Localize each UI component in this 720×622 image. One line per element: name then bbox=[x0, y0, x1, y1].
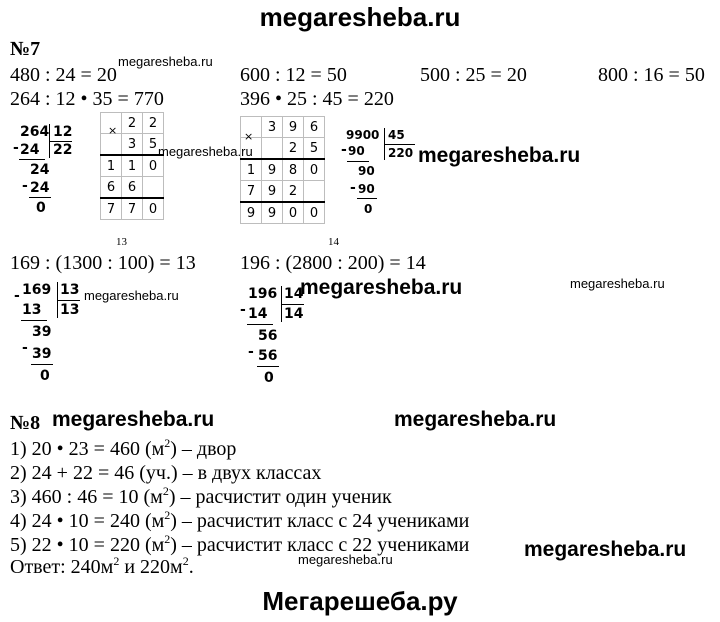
watermark: megaresheba.ru bbox=[300, 276, 463, 299]
grid-cell: 9 bbox=[283, 117, 304, 138]
grid-cell: 0 bbox=[304, 159, 325, 181]
subtract-line bbox=[21, 320, 47, 321]
solution-text: ) – двор bbox=[170, 438, 237, 460]
grid-cell: 2 bbox=[283, 138, 304, 160]
equation: 264 : 12 • 35 = 770 bbox=[10, 88, 164, 110]
multiply-sign: × bbox=[244, 130, 254, 143]
exponent: 2 bbox=[164, 436, 171, 450]
grid-cell: 1 bbox=[241, 159, 262, 181]
equation: 600 : 12 = 50 bbox=[240, 64, 347, 86]
subtrahend: 39 bbox=[32, 346, 52, 362]
minus-sign: - bbox=[248, 344, 254, 360]
subtrahend: 56 bbox=[258, 348, 278, 364]
remainder: 0 bbox=[364, 202, 373, 216]
minus-sign: - bbox=[13, 140, 19, 156]
watermark: megaresheba.ru bbox=[570, 276, 665, 291]
remainder: 0 bbox=[264, 370, 274, 386]
watermark: megaresheba.ru bbox=[118, 54, 213, 69]
watermark: megaresheba.ru bbox=[394, 408, 557, 431]
grid-cell: 6 bbox=[304, 117, 325, 138]
minus-sign: - bbox=[341, 142, 347, 158]
minus-sign: - bbox=[22, 340, 28, 356]
grid-cell: 9 bbox=[262, 202, 283, 224]
divisor: 14 bbox=[284, 286, 304, 302]
exponent: 2 bbox=[113, 554, 120, 568]
quotient: 220 bbox=[388, 146, 414, 160]
grid-cell: 5 bbox=[304, 138, 325, 160]
grid-cell: 2 bbox=[122, 113, 143, 134]
answer-text: Ответ: 240м bbox=[10, 556, 114, 578]
grid-cell: 3 bbox=[122, 134, 143, 156]
solution-line: 2) 24 + 22 = 46 (уч.) – в двух классах bbox=[10, 462, 322, 484]
solution-text: 5) 22 • 10 = 220 (м bbox=[10, 534, 165, 556]
watermark: megaresheba.ru bbox=[418, 144, 581, 167]
grid-cell: 1 bbox=[122, 155, 143, 177]
solution-text: 1) 20 • 23 = 460 (м bbox=[10, 438, 165, 460]
exponent: 2 bbox=[164, 508, 171, 522]
subtrahend: 90 bbox=[358, 182, 375, 196]
intermediate-result: 14 bbox=[328, 236, 339, 248]
minus-sign: - bbox=[350, 180, 356, 196]
grid-cell: 3 bbox=[262, 117, 283, 138]
quotient: 13 bbox=[60, 302, 80, 318]
watermark: megaresheba.ru bbox=[52, 408, 215, 431]
solution-text: ) – расчистит класс с 24 учениками bbox=[170, 510, 470, 532]
grid-cell: 7 bbox=[122, 198, 143, 220]
subtract-line bbox=[357, 198, 377, 199]
grid-cell: 0 bbox=[283, 202, 304, 224]
remainder-step: 56 bbox=[258, 328, 278, 344]
minus-sign: - bbox=[240, 302, 246, 318]
solution-text: 3) 460 : 46 = 10 (м bbox=[10, 486, 163, 508]
equation: 196 : (2800 : 200) = 14 bbox=[240, 252, 426, 274]
subtract-line bbox=[347, 161, 369, 162]
subtract-line bbox=[29, 197, 51, 198]
equation: 169 : (1300 : 100) = 13 bbox=[10, 252, 196, 274]
equation: 800 : 16 = 50 bbox=[598, 64, 705, 86]
grid-cell: 2 bbox=[143, 113, 164, 134]
answer-text: . bbox=[188, 556, 194, 578]
exponent: 2 bbox=[164, 532, 171, 546]
site-footer: Мегарешеба.ру bbox=[262, 586, 458, 616]
solution-line bbox=[10, 510, 469, 533]
grid-cell: 0 bbox=[143, 155, 164, 177]
remainder-step: 24 bbox=[30, 162, 50, 178]
solution-line bbox=[10, 486, 392, 509]
task8-number: №8 bbox=[10, 412, 41, 434]
grid-cell: 6 bbox=[101, 177, 122, 199]
subtrahend: 14 bbox=[248, 306, 268, 322]
divisor: 12 bbox=[53, 124, 73, 140]
grid-cell: 7 bbox=[241, 181, 262, 203]
grid-cell: 6 bbox=[122, 177, 143, 199]
dividend: 169 bbox=[22, 282, 52, 298]
grid-cell: 2 bbox=[283, 181, 304, 203]
answer-text: и 220м bbox=[119, 556, 183, 578]
divisor: 45 bbox=[388, 128, 405, 142]
subtrahend: 24 bbox=[20, 142, 40, 158]
solution-line bbox=[10, 534, 469, 557]
minus-sign: - bbox=[22, 178, 28, 194]
solution-line bbox=[10, 438, 236, 461]
divisor-line bbox=[282, 304, 304, 305]
grid-cell: 9 bbox=[262, 181, 283, 203]
quotient: 14 bbox=[284, 306, 304, 322]
solution-text: ) – расчистит один ученик bbox=[168, 486, 392, 508]
solution-text: 4) 24 • 10 = 240 (м bbox=[10, 510, 165, 532]
grid-cell bbox=[143, 177, 164, 199]
subtrahend: 13 bbox=[22, 302, 42, 318]
grid-cell: 1 bbox=[101, 155, 122, 177]
divisor: 13 bbox=[60, 282, 80, 298]
dividend: 264 bbox=[20, 124, 50, 140]
grid-cell: 9 bbox=[262, 159, 283, 181]
exponent: 2 bbox=[162, 484, 169, 498]
grid-cell: 9 bbox=[241, 202, 262, 224]
subtract-line bbox=[257, 366, 279, 367]
equation: 396 • 25 : 45 = 220 bbox=[240, 88, 394, 110]
watermark: megaresheba.ru bbox=[158, 144, 253, 159]
remainder-step: 39 bbox=[32, 324, 52, 340]
grid-cell: 5 bbox=[143, 134, 164, 156]
task7-number: №7 bbox=[10, 38, 41, 60]
grid-cell: 0 bbox=[304, 202, 325, 224]
watermark: megaresheba.ru bbox=[298, 552, 393, 567]
subtract-line bbox=[247, 324, 273, 325]
answer-line bbox=[10, 556, 194, 579]
watermark: megaresheba.ru bbox=[84, 288, 179, 303]
subtract-line bbox=[31, 364, 53, 365]
grid-cell: 0 bbox=[143, 198, 164, 220]
multiply-sign: × bbox=[108, 124, 118, 137]
quotient: 22 bbox=[53, 142, 73, 158]
site-header: megaresheba.ru bbox=[259, 2, 461, 32]
watermark: megaresheba.ru bbox=[524, 538, 687, 561]
equation: 500 : 25 = 20 bbox=[420, 64, 527, 86]
remainder: 0 bbox=[36, 200, 46, 216]
exponent: 2 bbox=[182, 554, 189, 568]
grid-cell: 8 bbox=[283, 159, 304, 181]
subtrahend: 24 bbox=[30, 180, 50, 196]
grid-cell: 7 bbox=[101, 198, 122, 220]
subtrahend: 90 bbox=[348, 144, 365, 158]
divisor-line bbox=[58, 300, 80, 301]
divisor-line bbox=[385, 144, 415, 145]
equation: 480 : 24 = 20 bbox=[10, 64, 117, 86]
grid-cell bbox=[304, 181, 325, 203]
remainder: 0 bbox=[40, 368, 50, 384]
dividend: 196 bbox=[248, 286, 278, 302]
solution-text: ) – расчистит класс с 22 учениками bbox=[170, 534, 470, 556]
dividend: 9900 bbox=[346, 128, 380, 142]
intermediate-result: 13 bbox=[116, 236, 127, 248]
minus-sign: - bbox=[14, 288, 20, 304]
subtract-line bbox=[19, 159, 45, 160]
grid-cell bbox=[262, 138, 283, 160]
remainder-step: 90 bbox=[358, 164, 375, 178]
